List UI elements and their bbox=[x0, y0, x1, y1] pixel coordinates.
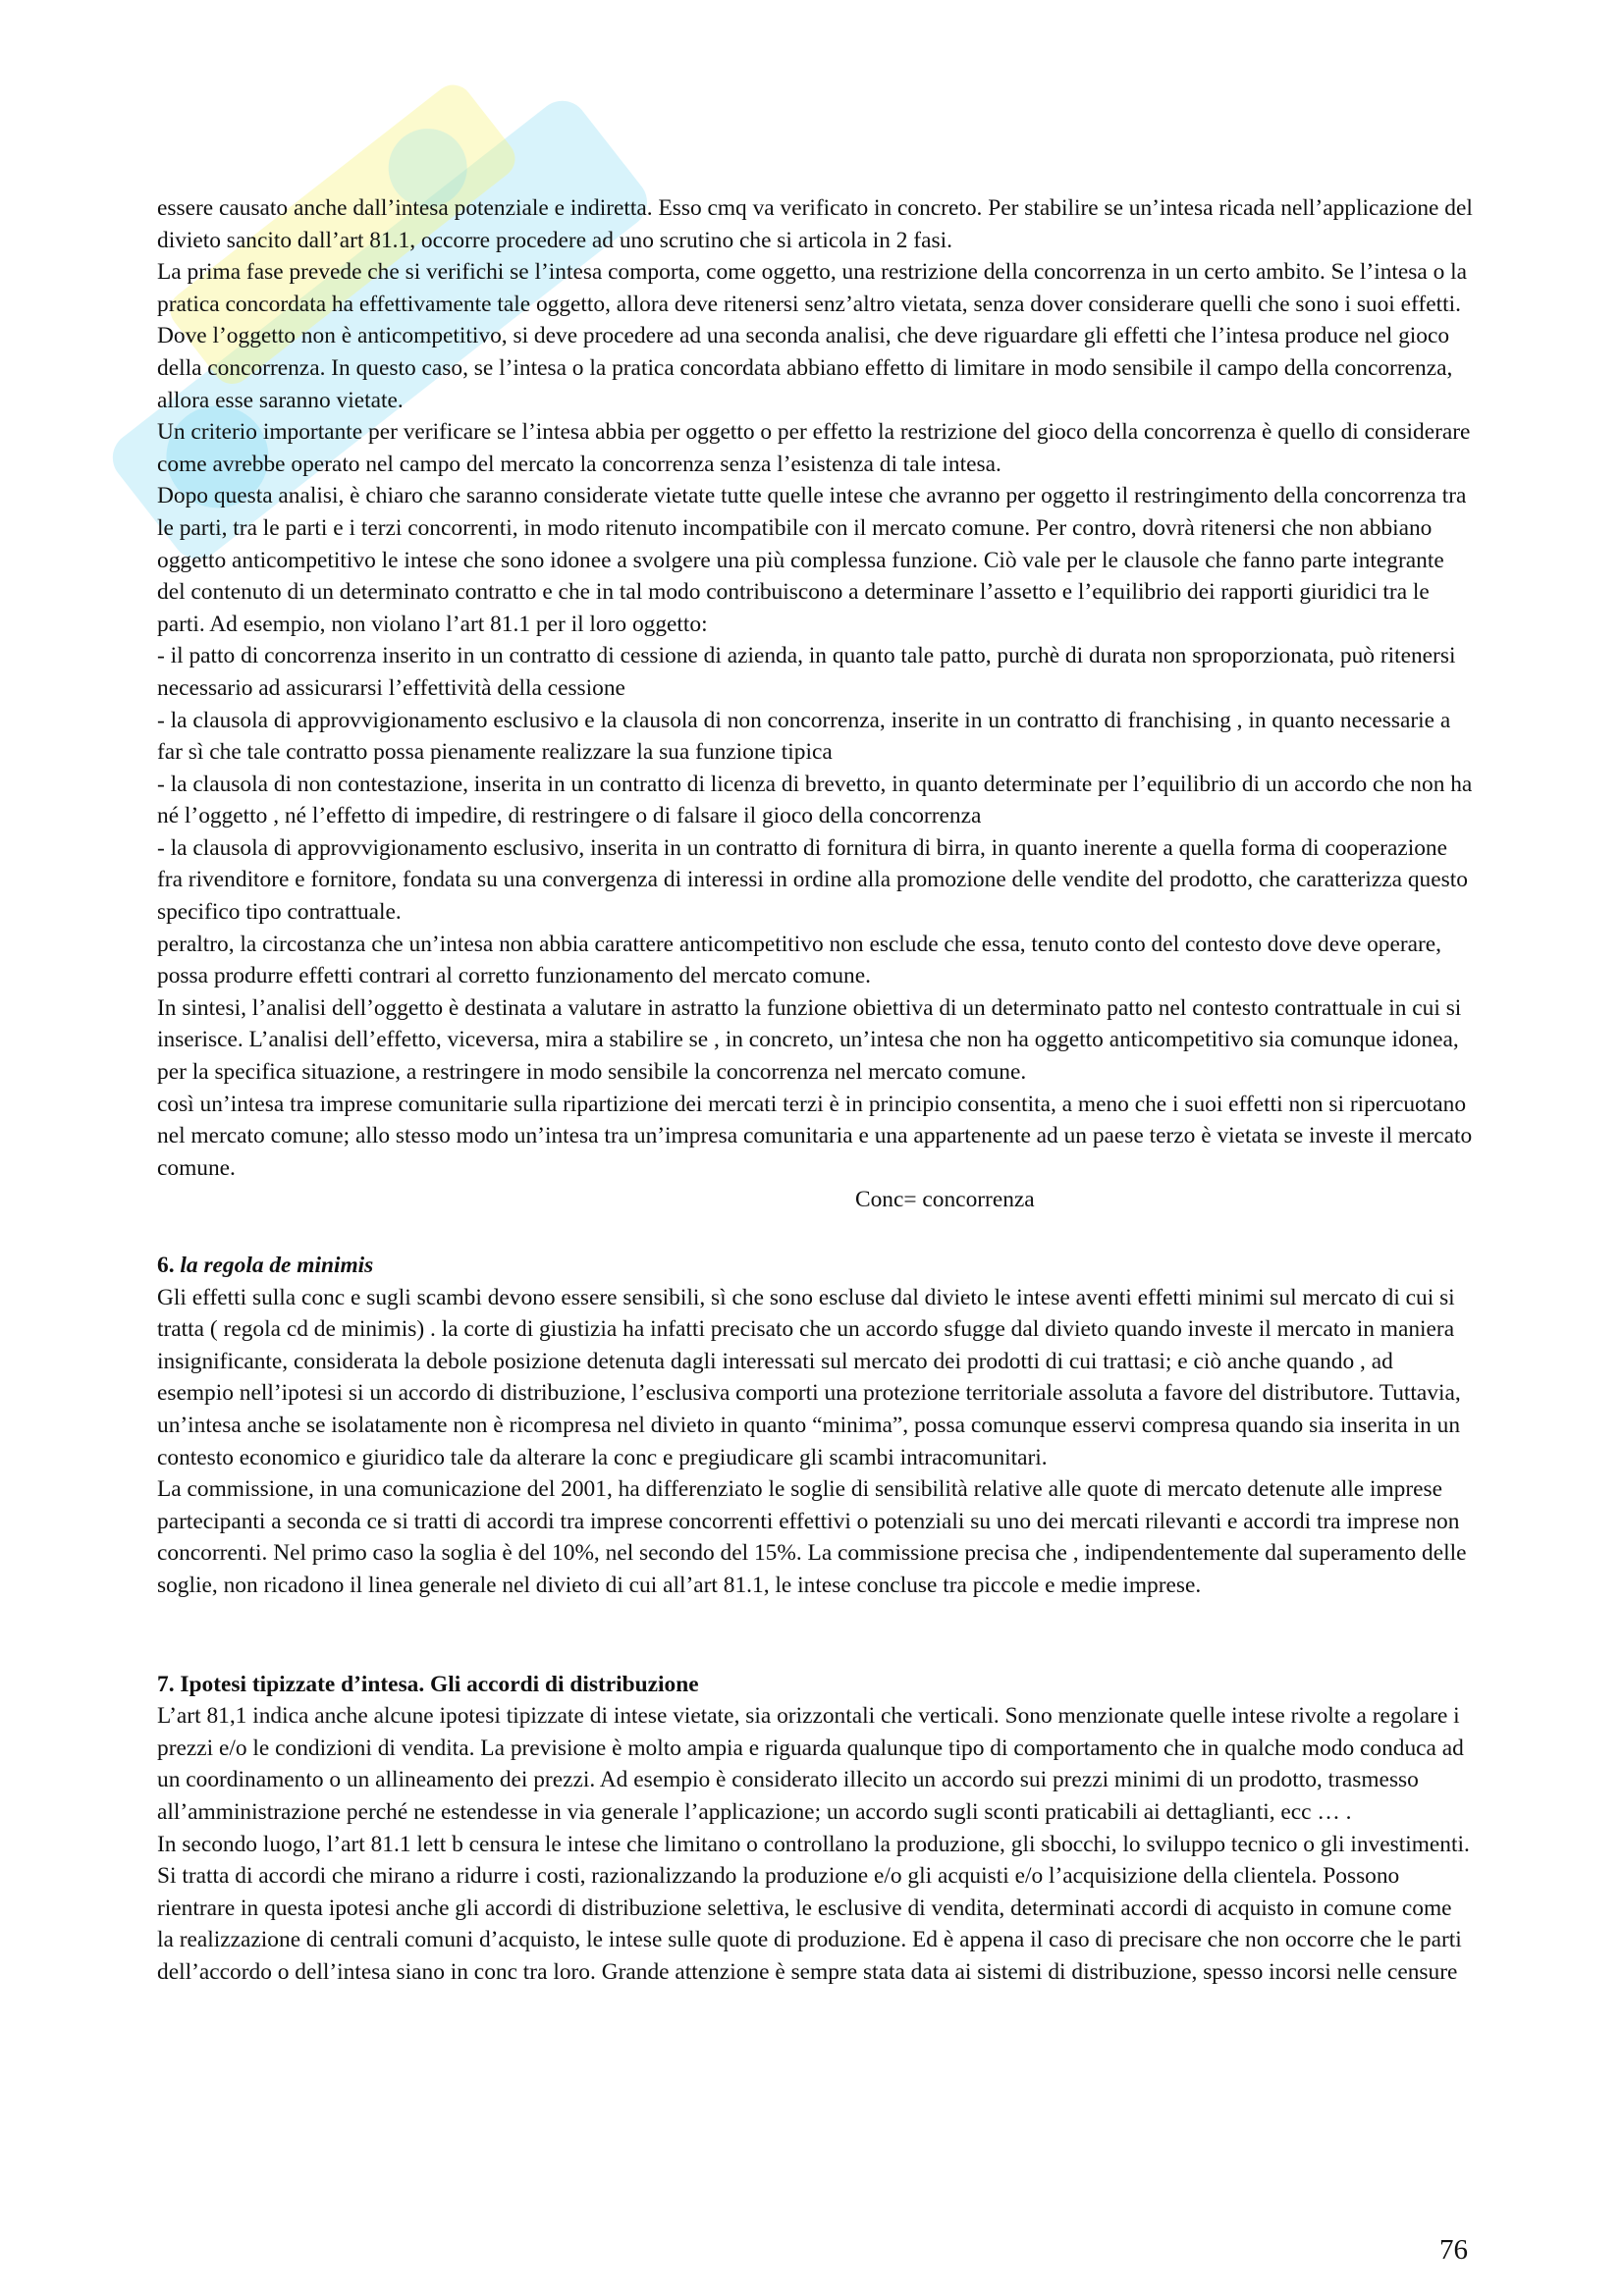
paragraph: peraltro, la circostanza che un’intesa non abbia carattere anticompetitivo non esclude che essa, tenuto conto del contesto dove deve operare, possa produrre effetti contrari al corretto funzionamento del mercato comune. bbox=[157, 931, 1442, 989]
section7 bbox=[157, 1669, 1473, 1989]
page-number: 76 bbox=[1439, 2234, 1468, 2266]
paragraph: Un criterio importante per verificare se l’intesa abbia per oggetto o per effetto la restrizione del gioco della concorrenza è quello di considerare come avrebbe operato nel campo del mercato la concorrenza senza l’esistenza di tale intesa. bbox=[157, 419, 1471, 477]
document-body bbox=[157, 192, 1473, 1988]
paragraph: L’art 81,1 indica anche alcune ipotesi tipizzate di intese vietate, sia orizzontali che verticali. Sono menzionate quelle intese rivolte a regolare i prezzi e/o le condizioni di vendita. La previsione è molto ampia e riguarda qualunque tipo di comportamento che in qualche modo conduca ad un coordinamento o un allineamento dei prezzi. Ad esempio è considerato illecito un accordo sui prezzi minimi di un prodotto, trasmesso all’amministrazione perché ne estendesse in via generale l’applicazione; un accordo sugli sconti praticabili ai dettaglianti, ecc … . bbox=[157, 1703, 1464, 1825]
paragraph: In sintesi, l’analisi dell’oggetto è destinata a valutare in astratto la funzione obiettiva di un determinato patto nel contesto contrattuale in cui si inserisce. L’analisi dell’effetto, viceversa, mira a stabilire se , in concreto, un’intesa che non ha oggetto anticompetitivo sia comunque idonea, per la specifica situazione, a restringere in modo sensibile la concorrenza nel mercato comune. bbox=[157, 994, 1462, 1086]
section-title: la regola de minimis bbox=[180, 1253, 374, 1278]
paragraph: La commissione, in una comunicazione del 2001, ha differenziato le soglie di sensibilità relative alle quote di mercato detenute alle imprese partecipanti a seconda ce si tratti di accordi tra imprese concorrenti effettivi o potenziali su uno dei mercati rilevanti e accordi tra imprese non concorrenti. Nel primo caso la soglia è del 10%, nel secondo del 15%. La commissione precisa che , indipendentemente dal superamento delle soglie, non ricadono il linea generale nel divieto di cui all’art 81.1, le intese concluse tra piccole e medie imprese. bbox=[157, 1476, 1467, 1598]
abbreviation-note: Conc= concorrenza bbox=[855, 1187, 1035, 1213]
paragraph: essere causato anche dall’intesa potenziale e indiretta. Esso cmq va verificato in concreto. Per stabilire se un’intesa ricada nell’applicazione del divieto sancito dall’art 81.1, occorre procedere ad uno scrutino che si articola in 2 fasi. bbox=[157, 195, 1473, 253]
section-heading bbox=[157, 1250, 1473, 1282]
section6 bbox=[157, 1250, 1473, 1602]
paragraph: In secondo luogo, l’art 81.1 lett b censura le intese che limitano o controllano la produzione, gli sbocchi, lo sviluppo tecnico o gli investimenti. Si tratta di accordi che mirano a ridurre i costi, razionalizzando la produzione e/o gli acquisti e/o l’acquisizione della clientela. Possono rientrare in questa ipotesi anche gli accordi di distribuzione selettiva, le esclusive di vendita, determinati accordi di acquisto in comune come la realizzazione di centrali comuni d’acquisto, le intese sulle quote di produzione. Ed è appena il caso di precisare che non occorre che le parti dell’accordo o dell’intesa siano in conc tra loro. Grande attenzione è sempre stata data ai sistemi di distribuzione, spesso incorsi nelle censure bbox=[157, 1831, 1470, 1985]
list-item: - il patto di concorrenza inserito in un contratto di cessione di azienda, in quanto tale patto, purchè di durata non sproporzionata, può ritenersi necessario ad assicurarsi l’effettività della cessione bbox=[157, 643, 1456, 701]
section5-continuation bbox=[157, 192, 1473, 1216]
paragraph: Gli effetti sulla conc e sugli scambi devono essere sensibili, sì che sono escluse dal divieto le intese aventi effetti minimi sul mercato di cui si tratta ( regola cd de minimis) . la corte di giustizia ha infatti precisato che un accordo sfugge dal divieto quando investe il mercato in maniera insignificante, considerata la debole posizione detenuta dagli interessati sul mercato dei prodotti di cui trattasi; e ciò anche quando , ad esempio nell’ipotesi si un accordo di distribuzione, l’esclusiva comporti una protezione territoriale assoluta a favore del distributore. Tuttavia, un’intesa anche se isolatamente non è ricompresa nel divieto in quanto “minima”, possa comunque esservi compresa quando sia inserita in un contesto economico e giuridico tale da alterare la conc e pregiudicare gli scambi intracomunitari. bbox=[157, 1284, 1461, 1470]
list-item: - la clausola di approvvigionamento esclusivo e la clausola di non concorrenza, inserite in un contratto di franchising , in quanto necessarie a far sì che tale contratto possa pienamente realizzare la sua funzione tipica bbox=[157, 707, 1451, 766]
paragraph: Dopo questa analisi, è chiaro che saranno considerate vietate tutte quelle intese che avranno per oggetto il restringimento della concorrenza tra le parti, tra le parti e i terzi concorrenti, in modo ritenuto incompatibile con il mercato comune. Per contro, dovrà ritenersi che non abbiano oggetto anticompetitivo le intese che sono idonee a svolgere una più complessa funzione. Ciò vale per le clausole che fanno parte integrante del contenuto di un determinato contratto e che in tal modo contribuiscono a determinare l’assetto e l’equilibrio dei rapporti giuridici tra le parti. Ad esempio, non violano l’art 81.1 per il loro oggetto: bbox=[157, 483, 1467, 637]
section-heading: 7. Ipotesi tipizzate d’intesa. Gli accordi di distribuzione bbox=[157, 1671, 699, 1697]
paragraph: così un’intesa tra imprese comunitarie sulla ripartizione dei mercati terzi è in principio consentita, a meno che i suoi effetti non si ripercuotano nel mercato comune; allo stesso modo un’intesa tra un’impresa comunitaria e una appartenente ad un paese terzo è vietata se investe il mercato comune. bbox=[157, 1091, 1473, 1181]
section-number: 6. bbox=[157, 1253, 175, 1278]
list-item: - la clausola di non contestazione, inserita in un contratto di licenza di brevetto, in quanto determinate per l’equilibrio di un accordo che non ha né l’oggetto , né l’effetto di impedire, di restringere o di falsare il gioco della concorrenza bbox=[157, 771, 1473, 829]
list-item: - la clausola di approvvigionamento esclusivo, inserita in un contratto di fornitura di birra, in quanto inerente a quella forma di cooperazione fra rivenditore e fornitore, fondata su una convergenza di interessi in ordine alla promozione delle vendite del prodotto, che caratterizza questo specifico tipo contrattuale. bbox=[157, 834, 1468, 926]
paragraph: La prima fase prevede che si verifichi se l’intesa comporta, come oggetto, una restrizione della concorrenza in un certo ambito. Se l’intesa o la pratica concordata ha effettivamente tale oggetto, allora deve ritenersi senz’altro vietata, senza dover considerare quelli che sono i suoi effetti. Dove l’oggetto non è anticompetitivo, si deve procedere ad una seconda analisi, che deve riguardare gli effetti che l’intesa produce nel gioco della concorrenza. In questo caso, se l’intesa o la pratica concordata abbiano effetto di limitare in modo sensibile il campo della concorrenza, allora esse saranno vietate. bbox=[157, 259, 1468, 413]
